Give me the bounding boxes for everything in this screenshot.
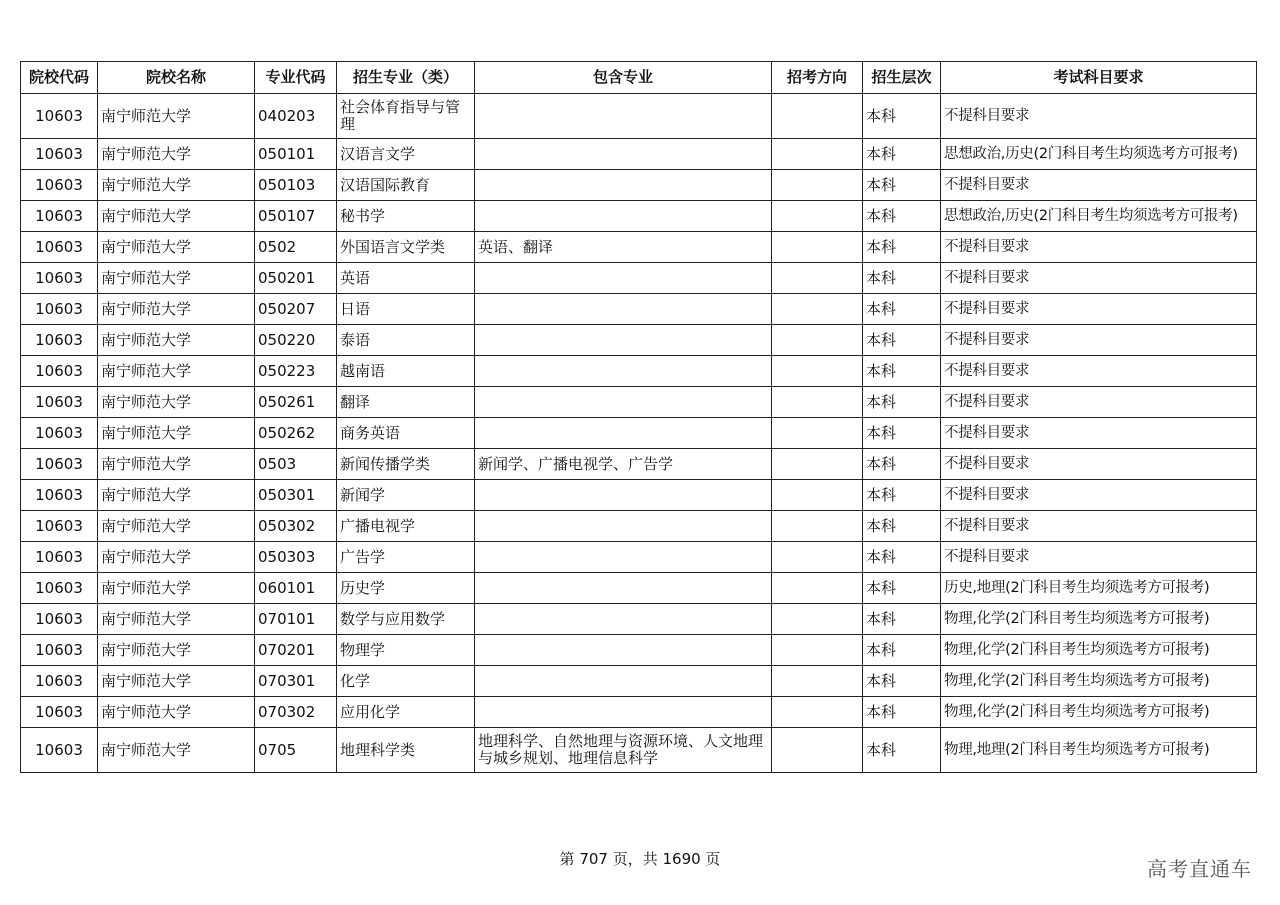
included-majors-cell (475, 170, 772, 201)
table-row (21, 728, 1257, 773)
major-cell: 新闻学 (337, 480, 475, 511)
table-row (21, 480, 1257, 511)
school-name-cell: 南宁师范大学 (98, 511, 255, 542)
subject-requirement-cell: 不提科目要求 (941, 232, 1257, 263)
major-code-cell: 070301 (255, 666, 337, 697)
admission-table (20, 61, 1257, 773)
level-cell: 本科 (863, 201, 941, 232)
direction-cell (772, 418, 863, 449)
major-code-cell: 0705 (255, 728, 337, 773)
direction-cell (772, 604, 863, 635)
included-majors-cell (475, 635, 772, 666)
table-row (21, 449, 1257, 480)
col-header-school-code: 院校代码 (21, 62, 98, 94)
included-majors-cell (475, 325, 772, 356)
direction-cell (772, 480, 863, 511)
direction-cell (772, 139, 863, 170)
school-name-cell: 南宁师范大学 (98, 356, 255, 387)
subject-requirement-cell: 不提科目要求 (941, 94, 1257, 139)
school-name-cell: 南宁师范大学 (98, 94, 255, 139)
level-cell: 本科 (863, 480, 941, 511)
level-cell: 本科 (863, 666, 941, 697)
table-row (21, 697, 1257, 728)
major-cell: 泰语 (337, 325, 475, 356)
level-cell: 本科 (863, 139, 941, 170)
included-majors-cell (475, 604, 772, 635)
school-name-cell: 南宁师范大学 (98, 170, 255, 201)
major-code-cell: 0503 (255, 449, 337, 480)
direction-cell (772, 387, 863, 418)
major-code-cell: 050301 (255, 480, 337, 511)
school-code-cell: 10603 (21, 325, 98, 356)
major-code-cell: 050223 (255, 356, 337, 387)
subject-requirement-cell: 历史,地理(2门科目考生均须选考方可报考) (941, 573, 1257, 604)
included-majors-cell (475, 387, 772, 418)
school-code-cell: 10603 (21, 604, 98, 635)
level-cell: 本科 (863, 604, 941, 635)
direction-cell (772, 449, 863, 480)
school-code-cell: 10603 (21, 201, 98, 232)
major-cell: 物理学 (337, 635, 475, 666)
level-cell: 本科 (863, 94, 941, 139)
major-cell: 日语 (337, 294, 475, 325)
table-row (21, 232, 1257, 263)
subject-requirement-cell: 不提科目要求 (941, 387, 1257, 418)
major-cell: 新闻传播学类 (337, 449, 475, 480)
subject-requirement-cell: 不提科目要求 (941, 294, 1257, 325)
school-name-cell: 南宁师范大学 (98, 697, 255, 728)
school-code-cell: 10603 (21, 232, 98, 263)
school-name-cell: 南宁师范大学 (98, 666, 255, 697)
direction-cell (772, 325, 863, 356)
col-header-level: 招生层次 (863, 62, 941, 94)
major-code-cell: 060101 (255, 573, 337, 604)
major-code-cell: 050201 (255, 263, 337, 294)
level-cell: 本科 (863, 387, 941, 418)
direction-cell (772, 356, 863, 387)
major-code-cell: 070201 (255, 635, 337, 666)
major-cell: 商务英语 (337, 418, 475, 449)
school-name-cell: 南宁师范大学 (98, 263, 255, 294)
included-majors-cell (475, 697, 772, 728)
direction-cell (772, 201, 863, 232)
school-code-cell: 10603 (21, 697, 98, 728)
major-cell: 汉语言文学 (337, 139, 475, 170)
school-code-cell: 10603 (21, 170, 98, 201)
major-cell: 外国语言文学类 (337, 232, 475, 263)
subject-requirement-cell: 不提科目要求 (941, 325, 1257, 356)
major-code-cell: 070101 (255, 604, 337, 635)
school-code-cell: 10603 (21, 511, 98, 542)
major-cell: 广告学 (337, 542, 475, 573)
level-cell: 本科 (863, 697, 941, 728)
included-majors-cell (475, 94, 772, 139)
col-header-major-code: 专业代码 (255, 62, 337, 94)
school-name-cell: 南宁师范大学 (98, 573, 255, 604)
school-name-cell: 南宁师范大学 (98, 728, 255, 773)
included-majors-cell (475, 263, 772, 294)
subject-requirement-cell: 不提科目要求 (941, 263, 1257, 294)
school-name-cell: 南宁师范大学 (98, 387, 255, 418)
major-code-cell: 050261 (255, 387, 337, 418)
col-header-direction: 招考方向 (772, 62, 863, 94)
subject-requirement-cell: 思想政治,历史(2门科目考生均须选考方可报考) (941, 201, 1257, 232)
school-name-cell: 南宁师范大学 (98, 480, 255, 511)
school-code-cell: 10603 (21, 294, 98, 325)
subject-requirement-cell: 物理,化学(2门科目考生均须选考方可报考) (941, 697, 1257, 728)
included-majors-cell (475, 542, 772, 573)
school-code-cell: 10603 (21, 449, 98, 480)
school-code-cell: 10603 (21, 542, 98, 573)
included-majors-cell (475, 666, 772, 697)
included-majors-cell (475, 480, 772, 511)
school-name-cell: 南宁师范大学 (98, 325, 255, 356)
table-row (21, 356, 1257, 387)
table-row (21, 666, 1257, 697)
school-code-cell: 10603 (21, 387, 98, 418)
level-cell: 本科 (863, 263, 941, 294)
included-majors-cell (475, 511, 772, 542)
direction-cell (772, 170, 863, 201)
included-majors-cell (475, 139, 772, 170)
table-row (21, 325, 1257, 356)
level-cell: 本科 (863, 418, 941, 449)
major-code-cell: 050103 (255, 170, 337, 201)
table-row (21, 263, 1257, 294)
major-cell: 数学与应用数学 (337, 604, 475, 635)
table-row (21, 94, 1257, 139)
table-row (21, 294, 1257, 325)
major-code-cell: 050220 (255, 325, 337, 356)
subject-requirement-cell: 物理,地理(2门科目考生均须选考方可报考) (941, 728, 1257, 773)
subject-requirement-cell: 思想政治,历史(2门科目考生均须选考方可报考) (941, 139, 1257, 170)
table-row (21, 573, 1257, 604)
level-cell: 本科 (863, 325, 941, 356)
level-cell: 本科 (863, 635, 941, 666)
level-cell: 本科 (863, 294, 941, 325)
direction-cell (772, 94, 863, 139)
level-cell: 本科 (863, 573, 941, 604)
subject-requirement-cell: 不提科目要求 (941, 356, 1257, 387)
school-code-cell: 10603 (21, 480, 98, 511)
major-cell: 越南语 (337, 356, 475, 387)
table-row (21, 139, 1257, 170)
level-cell: 本科 (863, 232, 941, 263)
major-cell: 翻译 (337, 387, 475, 418)
col-header-school-name: 院校名称 (98, 62, 255, 94)
subject-requirement-cell: 不提科目要求 (941, 542, 1257, 573)
school-name-cell: 南宁师范大学 (98, 201, 255, 232)
direction-cell (772, 294, 863, 325)
school-code-cell: 10603 (21, 666, 98, 697)
level-cell: 本科 (863, 542, 941, 573)
school-name-cell: 南宁师范大学 (98, 232, 255, 263)
school-name-cell: 南宁师范大学 (98, 294, 255, 325)
major-code-cell: 050262 (255, 418, 337, 449)
major-cell: 英语 (337, 263, 475, 294)
level-cell: 本科 (863, 449, 941, 480)
table-row (21, 170, 1257, 201)
direction-cell (772, 728, 863, 773)
included-majors-cell (475, 201, 772, 232)
major-cell: 秘书学 (337, 201, 475, 232)
subject-requirement-cell: 物理,化学(2门科目考生均须选考方可报考) (941, 635, 1257, 666)
table-row (21, 387, 1257, 418)
major-cell: 地理科学类 (337, 728, 475, 773)
direction-cell (772, 573, 863, 604)
school-code-cell: 10603 (21, 573, 98, 604)
level-cell: 本科 (863, 511, 941, 542)
level-cell: 本科 (863, 170, 941, 201)
school-name-cell: 南宁师范大学 (98, 635, 255, 666)
school-code-cell: 10603 (21, 728, 98, 773)
school-code-cell: 10603 (21, 94, 98, 139)
included-majors-cell (475, 573, 772, 604)
subject-requirement-cell: 不提科目要求 (941, 480, 1257, 511)
table-row (21, 635, 1257, 666)
major-code-cell: 050101 (255, 139, 337, 170)
major-cell: 汉语国际教育 (337, 170, 475, 201)
direction-cell (772, 666, 863, 697)
subject-requirement-cell: 物理,化学(2门科目考生均须选考方可报考) (941, 604, 1257, 635)
included-majors-cell (475, 418, 772, 449)
school-name-cell: 南宁师范大学 (98, 542, 255, 573)
school-name-cell: 南宁师范大学 (98, 139, 255, 170)
major-code-cell: 0502 (255, 232, 337, 263)
subject-requirement-cell: 不提科目要求 (941, 511, 1257, 542)
major-code-cell: 050107 (255, 201, 337, 232)
included-majors-cell: 新闻学、广播电视学、广告学 (475, 449, 772, 480)
table-row (21, 542, 1257, 573)
direction-cell (772, 635, 863, 666)
watermark: 高考直通车 (1147, 857, 1252, 881)
direction-cell (772, 263, 863, 294)
level-cell: 本科 (863, 728, 941, 773)
major-code-cell: 040203 (255, 94, 337, 139)
direction-cell (772, 697, 863, 728)
header-row (21, 62, 1257, 94)
included-majors-cell (475, 294, 772, 325)
school-code-cell: 10603 (21, 418, 98, 449)
school-code-cell: 10603 (21, 356, 98, 387)
table-row (21, 418, 1257, 449)
subject-requirement-cell: 不提科目要求 (941, 449, 1257, 480)
direction-cell (772, 542, 863, 573)
page-footer: 第 707 页，共 1690 页 (559, 850, 721, 868)
table-row (21, 604, 1257, 635)
col-header-subject-requirement: 考试科目要求 (941, 62, 1257, 94)
direction-cell (772, 511, 863, 542)
school-code-cell: 10603 (21, 263, 98, 294)
included-majors-cell: 地理科学、自然地理与资源环境、人文地理与城乡规划、地理信息科学 (475, 728, 772, 773)
major-cell: 广播电视学 (337, 511, 475, 542)
subject-requirement-cell: 不提科目要求 (941, 418, 1257, 449)
major-cell: 化学 (337, 666, 475, 697)
direction-cell (772, 232, 863, 263)
table-row (21, 201, 1257, 232)
subject-requirement-cell: 不提科目要求 (941, 170, 1257, 201)
included-majors-cell (475, 356, 772, 387)
major-cell: 历史学 (337, 573, 475, 604)
subject-requirement-cell: 物理,化学(2门科目考生均须选考方可报考) (941, 666, 1257, 697)
table-row (21, 511, 1257, 542)
major-code-cell: 070302 (255, 697, 337, 728)
school-code-cell: 10603 (21, 635, 98, 666)
col-header-major: 招生专业（类） (337, 62, 475, 94)
major-cell: 应用化学 (337, 697, 475, 728)
major-code-cell: 050207 (255, 294, 337, 325)
level-cell: 本科 (863, 356, 941, 387)
major-code-cell: 050303 (255, 542, 337, 573)
school-name-cell: 南宁师范大学 (98, 604, 255, 635)
major-code-cell: 050302 (255, 511, 337, 542)
included-majors-cell: 英语、翻译 (475, 232, 772, 263)
col-header-included-majors: 包含专业 (475, 62, 772, 94)
school-code-cell: 10603 (21, 139, 98, 170)
major-cell: 社会体育指导与管理 (337, 94, 475, 139)
school-name-cell: 南宁师范大学 (98, 449, 255, 480)
school-name-cell: 南宁师范大学 (98, 418, 255, 449)
